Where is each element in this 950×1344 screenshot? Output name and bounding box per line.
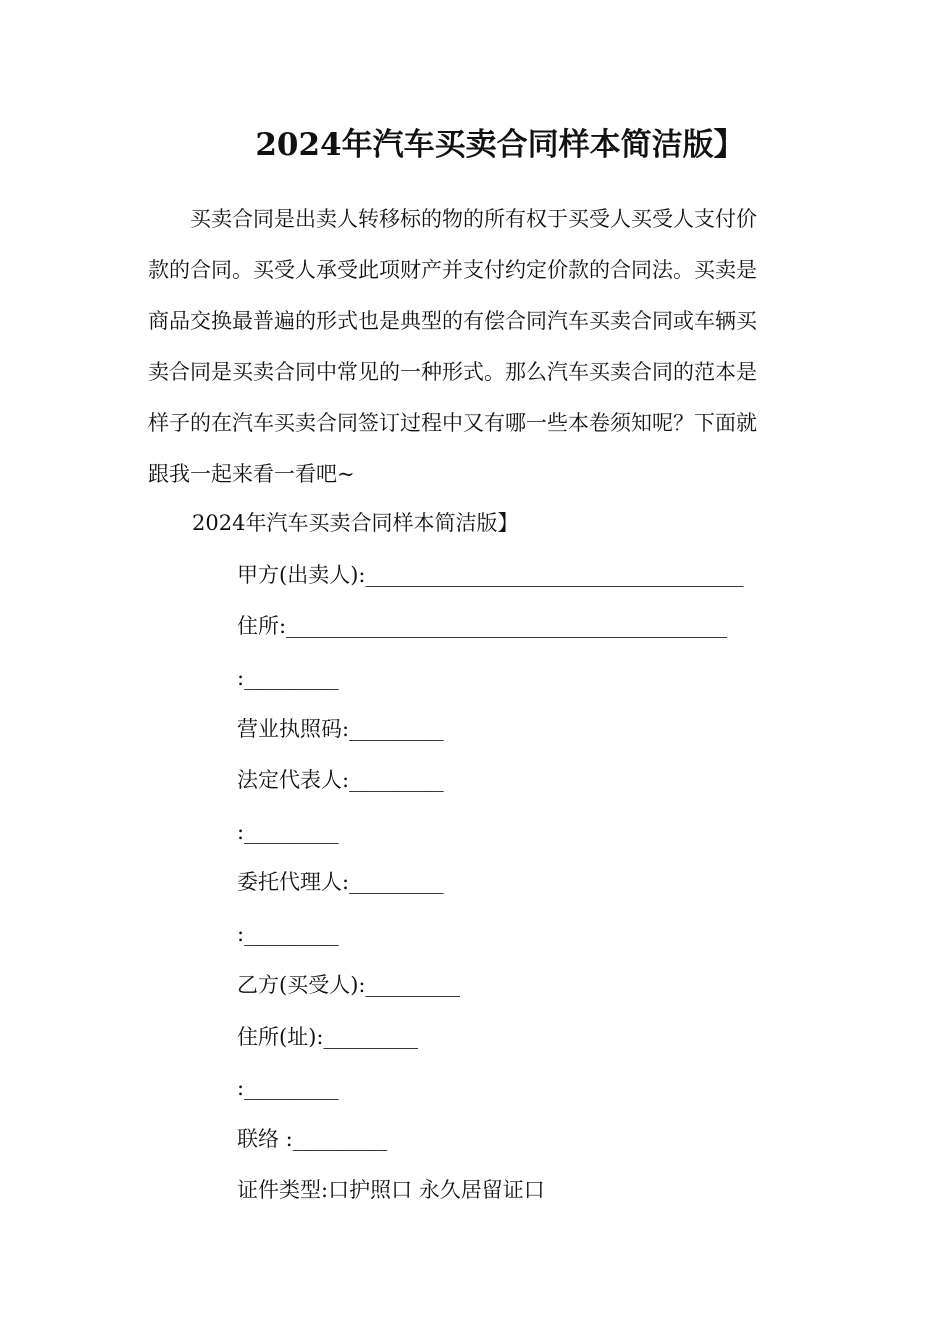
intro-paragraph — [148, 194, 798, 500]
intro-line: 卖合同是买卖合同中常见的一种形式。那么汽车买卖合同的范本是 — [148, 360, 757, 384]
business-license-field: 营业执照码:_________ — [237, 717, 444, 741]
section-subtitle: 2024年汽车买卖合同样本简洁版】 — [192, 511, 519, 535]
seller-name-field: 甲方(出卖人):____________________________________ — [237, 563, 744, 587]
seller-blank-field: :_________ — [237, 666, 339, 690]
intro-line: 商品交换最普遍的形式也是典型的有偿合同汽车买卖合同或车辆买 — [148, 309, 757, 333]
authorized-agent-field: 委托代理人:_________ — [237, 870, 444, 894]
intro-line: 样子的在汽车买卖合同签订过程中又有哪一些本卷须知呢？下面就 — [148, 411, 757, 435]
seller-address-field: 住所:__________________________________________ — [237, 614, 728, 638]
document-title: 2024年汽车买卖合同样本简洁版】 — [255, 127, 745, 163]
buyer-name-field: 乙方(买受人):_________ — [237, 973, 460, 997]
buyer-blank-field: :_________ — [237, 1076, 339, 1100]
intro-line: 款的合同。买受人承受此项财产并支付约定价款的合同法。买卖是 — [148, 258, 757, 282]
buyer-address-field: 住所(址):_________ — [237, 1025, 418, 1049]
intro-line: 跟我一起来看一看吧~ — [148, 462, 355, 486]
intro-line: 买卖合同是出卖人转移标的物的所有权于买受人买受人支付价 — [190, 207, 757, 231]
contact-field: 联络 :_________ — [237, 1127, 388, 1151]
agent-blank-field: :_________ — [237, 922, 339, 946]
id-type-field: 证件类型:口护照口 永久居留证口 — [237, 1178, 545, 1202]
representative-blank-field: :_________ — [237, 820, 339, 844]
legal-representative-field: 法定代表人:_________ — [237, 768, 444, 792]
